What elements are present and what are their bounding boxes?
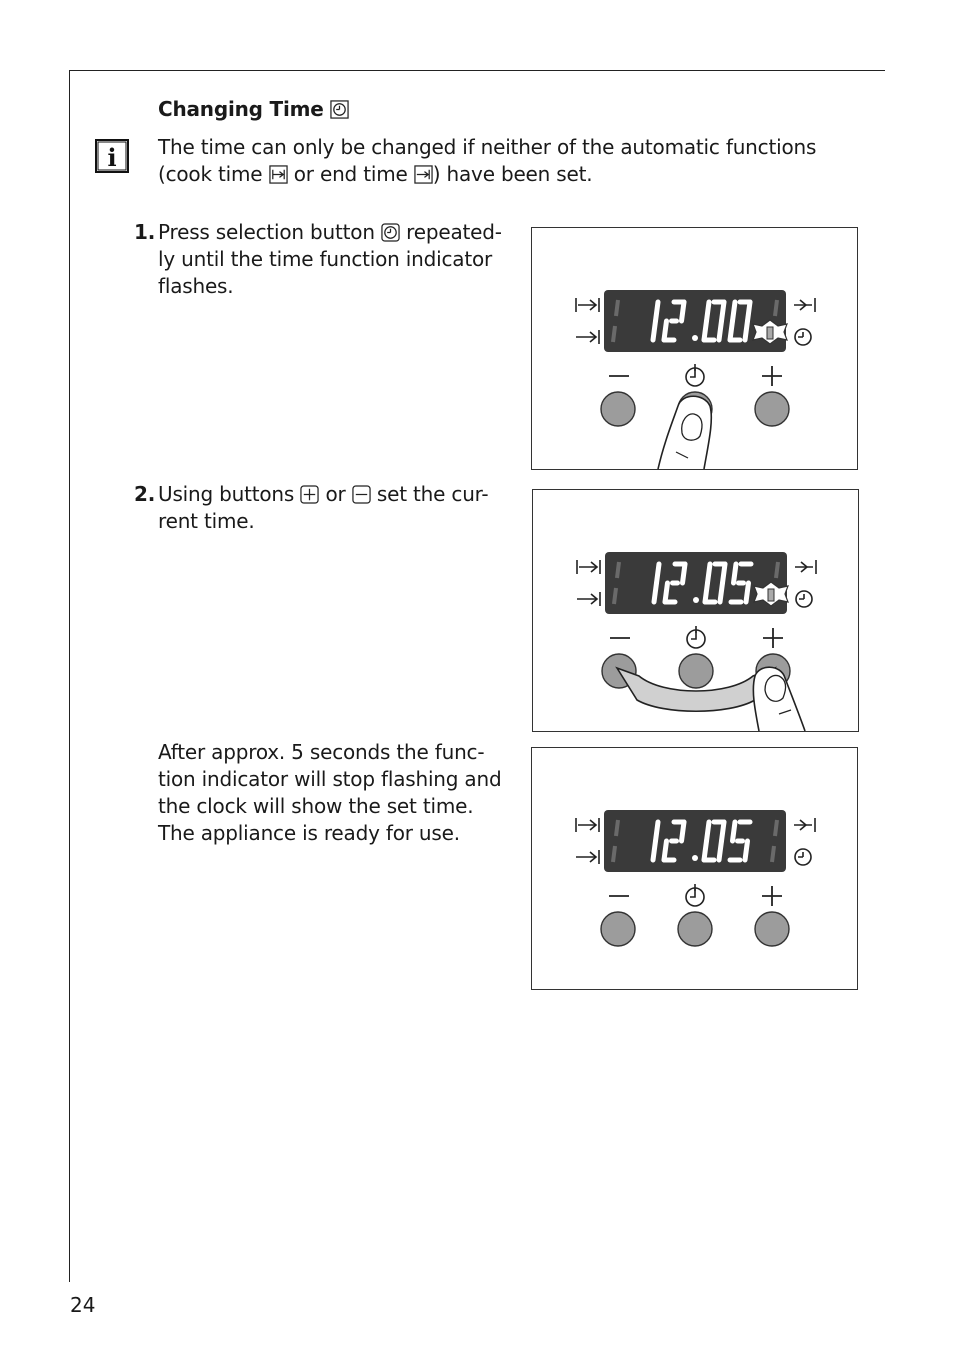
display-background	[605, 552, 787, 614]
ghost-segment	[775, 300, 777, 316]
segment-b	[748, 302, 751, 321]
segment-b	[723, 564, 726, 583]
clock-label	[686, 884, 704, 906]
segment-e	[704, 321, 707, 340]
step-2	[134, 481, 514, 535]
segment-b	[657, 564, 660, 583]
step-1-line-1a: Press selection button	[158, 220, 375, 244]
segment-b	[682, 302, 685, 321]
left-rule	[69, 70, 70, 1282]
time-display	[605, 552, 787, 614]
control-panel-2	[532, 489, 859, 732]
selection-button	[678, 912, 712, 946]
info-icon	[95, 139, 129, 173]
after-line-2: tion indicator will stop flashing and	[158, 767, 502, 791]
step-2-line-1c: set the cur-	[376, 482, 489, 506]
plus-label	[762, 366, 782, 386]
plus-button	[755, 392, 789, 426]
ghost-segment	[613, 846, 615, 862]
end-time-icon	[576, 850, 599, 864]
segment-c	[719, 841, 722, 860]
segment-b	[682, 822, 685, 841]
time-display	[604, 810, 786, 872]
clock-label	[687, 626, 705, 648]
segment-f	[733, 302, 736, 321]
cook-time-icon	[576, 298, 599, 312]
minus-button	[601, 392, 635, 426]
cook-time-icon	[269, 165, 288, 184]
ghost-segment	[617, 562, 619, 578]
finger-illustration	[753, 667, 805, 731]
decimal-point	[693, 597, 699, 603]
segment-e	[665, 583, 668, 602]
ghost-segment	[616, 820, 618, 836]
plus-label	[763, 628, 783, 648]
selection-button	[679, 654, 713, 688]
segment-b	[722, 302, 725, 321]
display-background	[604, 810, 786, 872]
end-time-icon	[795, 560, 816, 574]
clock-icon	[381, 223, 400, 242]
panel-illustration-2	[533, 490, 858, 731]
after-line-1: After approx. 5 seconds the func-	[158, 740, 485, 764]
svg-text:i: i	[107, 143, 117, 172]
segment-e	[664, 841, 667, 860]
cook-time-icon	[577, 560, 600, 574]
segment-e	[664, 321, 667, 340]
end-time-icon	[576, 330, 599, 344]
info-line-2b: or end time	[293, 162, 408, 186]
segment-f	[733, 822, 736, 841]
segment-e	[705, 583, 708, 602]
clock-icon	[330, 100, 349, 119]
segment-b	[656, 822, 659, 841]
panel-illustration-3	[532, 748, 857, 989]
plus-label	[762, 886, 782, 906]
finger-illustration	[658, 396, 711, 469]
step-2-line-1b: or	[325, 482, 346, 506]
info-line-2c: ) have been set.	[432, 162, 593, 186]
segment-f	[707, 302, 710, 321]
time-display	[604, 290, 786, 352]
control-panel-3	[531, 747, 858, 990]
segment-c	[653, 841, 656, 860]
panel-illustration-1	[532, 228, 857, 469]
segment-c	[719, 321, 722, 340]
plus-button	[755, 912, 789, 946]
ghost-segment	[616, 300, 618, 316]
heading-text: Changing Time	[158, 97, 324, 121]
segment-b	[683, 564, 686, 583]
clock-icon	[795, 849, 811, 865]
info-note	[158, 134, 848, 188]
segment-b	[656, 302, 659, 321]
after-note	[158, 739, 518, 847]
decimal-point	[692, 855, 698, 861]
step-1-number: 1.	[134, 220, 156, 244]
ghost-segment	[772, 846, 774, 862]
segment-c	[653, 321, 656, 340]
step-1-line-2: ly until the time function indicator	[158, 247, 493, 271]
segment-c	[745, 841, 748, 860]
segment-c	[746, 583, 749, 602]
page-number: 24	[70, 1293, 96, 1317]
segment-c	[654, 583, 657, 602]
ghost-segment	[776, 562, 778, 578]
top-rule	[69, 70, 885, 71]
segment-e	[730, 321, 733, 340]
minus-button	[601, 912, 635, 946]
end-time-icon	[794, 298, 815, 312]
clock-icon	[796, 591, 812, 607]
segment-f	[707, 822, 710, 841]
clock-icon	[795, 329, 811, 345]
segment-c	[720, 583, 723, 602]
after-line-4: The appliance is ready for use.	[158, 821, 460, 845]
step-1	[134, 219, 514, 300]
plus-icon	[300, 485, 319, 504]
info-line-2a: (cook time	[158, 162, 263, 186]
end-time-icon	[414, 165, 433, 184]
segment-b	[722, 822, 725, 841]
decimal-point	[692, 335, 698, 341]
ghost-segment	[775, 820, 777, 836]
display-background	[604, 290, 786, 352]
segment-e	[704, 841, 707, 860]
minus-icon	[352, 485, 371, 504]
clock-label	[686, 364, 704, 386]
step-2-line-1a: Using buttons	[158, 482, 295, 506]
step-2-line-2: rent time.	[158, 509, 255, 533]
after-line-3: the clock will show the set time.	[158, 794, 474, 818]
step-2-number: 2.	[134, 482, 156, 506]
control-panel-1	[531, 227, 858, 470]
end-time-icon	[794, 818, 815, 832]
ghost-segment	[613, 326, 615, 342]
step-1-line-1b: repeated-	[406, 220, 502, 244]
page-heading	[158, 96, 349, 123]
segment-f	[734, 564, 737, 583]
ghost-segment	[614, 588, 616, 604]
end-time-icon	[577, 592, 600, 606]
segment-f	[708, 564, 711, 583]
info-line-1: The time can only be changed if neither of the automatic functions	[158, 135, 817, 159]
segment-c	[745, 321, 748, 340]
step-1-line-3: flashes.	[158, 274, 234, 298]
cook-time-icon	[576, 818, 599, 832]
